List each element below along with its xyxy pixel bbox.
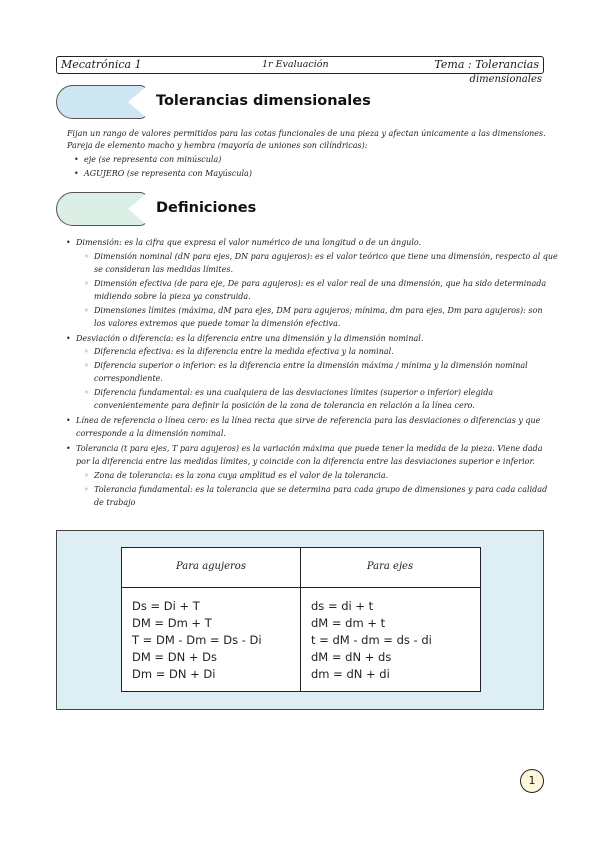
page-header <box>56 56 544 74</box>
def-dim-limites: ◦ Dimensiones límites (máxima, dM para ejes, DM para agujeros; mínima, dm para ejes, Dm para agujeros): son <box>94 305 542 317</box>
page-number: 1 <box>520 769 544 793</box>
header-topic: Tema : Tolerancias <box>434 58 539 71</box>
header-evaluation: 1r Evaluación <box>262 59 329 70</box>
formula-line: ds = di + t <box>311 599 374 613</box>
formula-line: dm = dN + di <box>311 667 390 681</box>
intro-line-1: Fijan un rango de valores permitidos para las cotas funcionales de una pieza y afectan únicamente a las dimensiones. <box>67 129 546 138</box>
intro-line-2: Pareja de elemento macho y hembra (mayoría de uniones son cilíndricas): <box>67 141 368 150</box>
header-topic-cont: dimensionales <box>469 74 542 85</box>
def-dim-nominal: ◦ Dimensión nominal (dN para ejes, DN para agujeros): es el valor teórico que tiene una dimensión, respecto al que <box>94 251 558 263</box>
def-dim-efectiva: ◦ Dimensión efectiva (de para eje, De para agujeros): es el valor real de una dimensión, que ha sido determinada <box>94 278 546 290</box>
def-dif-fundamental-cont: convenientemente para definir la posición de la zona de tolerancia en relación a la línea cero. <box>94 401 475 410</box>
formula-line: DM = DN + Ds <box>132 650 217 664</box>
section-tab-decoration <box>56 192 148 226</box>
def-linea-cero: • Línea de referencia o línea cero: es la línea recta que sirve de referencia para las desviaciones o diferencias y que <box>76 415 540 427</box>
formula-line: dM = dm + t <box>311 616 386 630</box>
formula-line: Ds = Di + T <box>132 599 200 613</box>
def-linea-cero-cont: corresponde a la dimensión nominal. <box>76 429 226 438</box>
def-dif-fundamental: ◦ Diferencia fundamental: es una cualquiera de las desviaciones límites (superior o inferior) elegida <box>94 387 493 399</box>
def-dif-efectiva: ◦ Diferencia efectiva: es la diferencia entre la medida efectiva y la nominal. <box>94 346 394 358</box>
def-tol-fundamental-cont: de trabajo <box>94 498 136 507</box>
formula-table <box>121 547 481 692</box>
formula-line: t = dM - dm = ds - di <box>311 633 432 647</box>
def-desviacion: • Desviación o diferencia: es la diferencia entre una dimensión y la dimensión nominal. <box>76 333 423 345</box>
formulas-ejes <box>311 598 432 683</box>
def-tol-fundamental: ◦ Tolerancia fundamental: es la tolerancia que se determina para cada grupo de dimensiones y para cada calidad <box>94 484 547 496</box>
def-tolerancia-cont: por la diferencia entre las medidas límites, y coincide con la diferencia entre las desviaciones superior e inferior. <box>76 457 535 466</box>
bullet-eje: • eje (se representa con minúscula) <box>84 154 221 166</box>
section-title-tolerancias: Tolerancias dimensionales <box>156 93 371 109</box>
header-divider <box>122 587 480 588</box>
def-dif-superior-cont: correspondiente. <box>94 374 163 383</box>
formula-line: Dm = DN + Di <box>132 667 216 681</box>
formula-line: T = DM - Dm = Ds - Di <box>132 633 262 647</box>
formula-line: DM = Dm + T <box>132 616 212 630</box>
bullet-agujero: • AGUJERO (se representa con Mayúscula) <box>84 168 252 180</box>
def-tolerancia: • Tolerancia (t para ejes, T para agujeros) es la variación máxima que puede tener la medida de la pieza. Viene dada <box>76 443 542 455</box>
section-tab-decoration <box>56 85 148 119</box>
header-agujeros: Para agujeros <box>176 561 246 572</box>
def-dim-efectiva-cont: midiendo sobre la pieza ya construida. <box>94 292 251 301</box>
formula-line: dM = dN + ds <box>311 650 392 664</box>
section-title-definiciones: Definiciones <box>156 200 257 216</box>
def-dimension: • Dimensión: es la cifra que expresa el valor numérico de una longitud o de un ángulo. <box>76 237 421 249</box>
header-ejes: Para ejes <box>366 561 414 572</box>
header-course: Mecatrónica 1 <box>61 58 142 71</box>
def-zona-tolerancia: ◦ Zona de tolerancia: es la zona cuya amplitud es el valor de la tolerancia. <box>94 470 388 482</box>
formulas-agujeros <box>132 598 262 683</box>
def-dim-limites-cont: los valores extremos que puede tomar la dimensión efectiva. <box>94 319 341 328</box>
def-dif-superior: ◦ Diferencia superior o inferior: es la diferencia entre la dimensión máxima / mínima y la dimensión nominal <box>94 360 528 372</box>
def-dim-nominal-cont: se consideran las medidas límites. <box>94 265 234 274</box>
